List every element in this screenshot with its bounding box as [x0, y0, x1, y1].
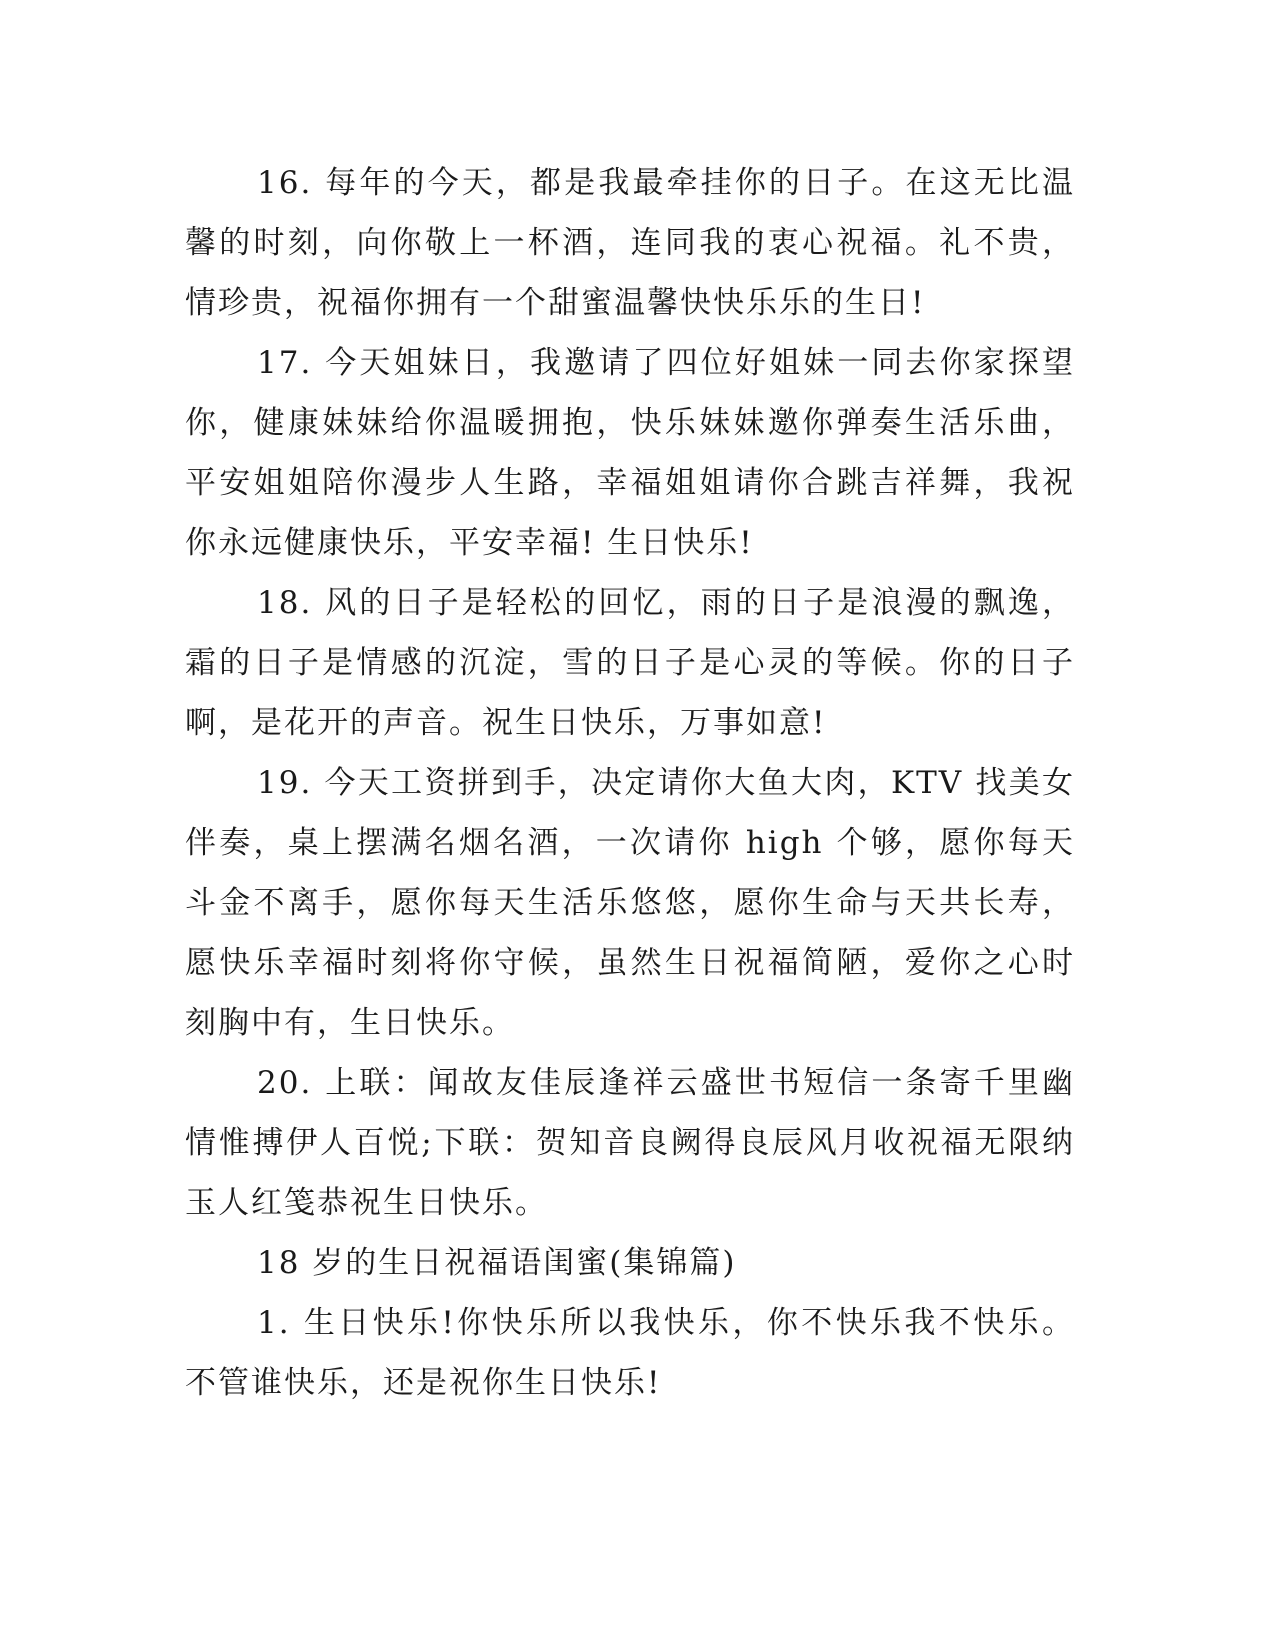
- paragraph-20: 20. 上联：闻故友佳辰逢祥云盛世书短信一条寄千里幽情惟搏伊人百悦;下联：贺知音良阙得良辰风月收祝福无限纳玉人红笺恭祝生日快乐。: [185, 1065, 1075, 1221]
- paragraph-18: 18. 风的日子是轻松的回忆，雨的日子是浪漫的飘逸，霜的日子是情感的沉淀，雪的日子是心灵的等候。你的日子啊，是花开的声音。祝生日快乐，万事如意!: [185, 585, 1075, 741]
- document-body: [185, 153, 1075, 1413]
- paragraph-16: 16. 每年的今天，都是我最牵挂你的日子。在这无比温馨的时刻，向你敬上一杯酒，连同我的衷心祝福。礼不贵，情珍贵，祝福你拥有一个甜蜜温馨快快乐乐的生日!: [185, 165, 1075, 321]
- paragraph-1: 1. 生日快乐!你快乐所以我快乐，你不快乐我不快乐。不管谁快乐，还是祝你生日快乐!: [185, 1305, 1075, 1401]
- section-heading: 18 岁的生日祝福语闺蜜(集锦篇): [257, 1245, 737, 1281]
- paragraph-19: 19. 今天工资拼到手，决定请你大鱼大肉，KTV 找美女伴奏，桌上摆满名烟名酒，一次请你 high 个够，愿你每天斗金不离手，愿你每天生活乐悠悠，愿你生命与天共长寿，愿快乐幸福时刻将你守候，虽然生日祝福简陋，爱你之心时刻胸中有，生日快乐。: [185, 765, 1075, 1041]
- paragraph-17: 17. 今天姐妹日，我邀请了四位好姐妹一同去你家探望你，健康妹妹给你温暖拥抱，快乐妹妹邀你弹奏生活乐曲，平安姐姐陪你漫步人生路，幸福姐姐请你合跳吉祥舞，我祝你永远健康快乐，平安幸福! 生日快乐!: [185, 345, 1075, 561]
